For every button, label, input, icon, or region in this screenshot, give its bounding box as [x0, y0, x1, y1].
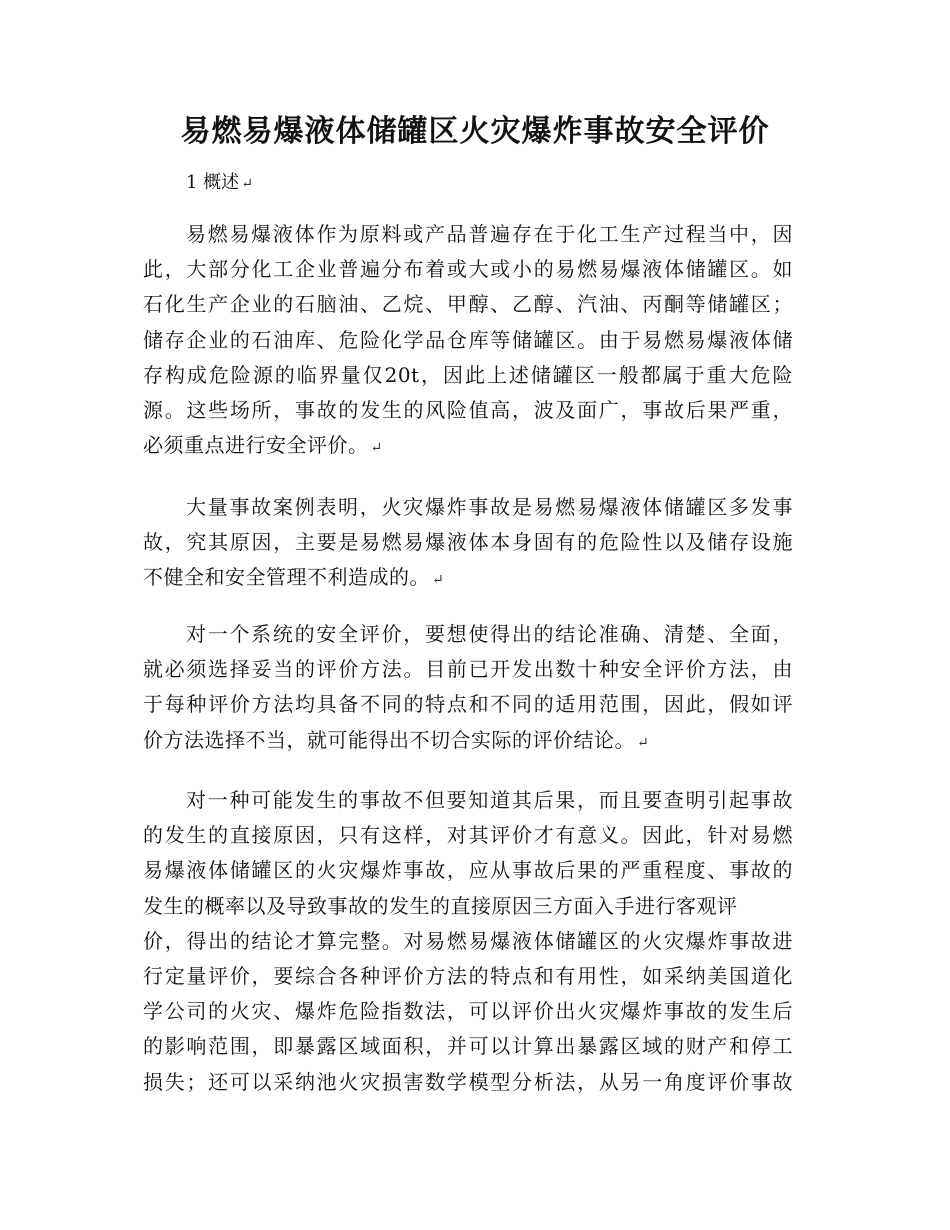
paragraph-line: 储存企业的石油库、危险化学品仓库等储罐区。由于易燃易爆液体储 — [143, 327, 793, 352]
paragraph-3 — [143, 617, 793, 758]
paragraph-line: 易燃易爆液体作为原料或产品普遍存在于化工生产过程当中，因 — [186, 222, 793, 246]
paragraph-line-text: 价方法选择不当，就可能得出不切合实际的评价结论。 — [143, 727, 635, 752]
paragraph-line: 此，大部分化工企业普遍分布着或大或小的易燃易爆液体储罐区。如 — [143, 257, 793, 282]
section-heading-text: 1 概述 — [186, 172, 240, 193]
paragraph-last-line — [143, 723, 793, 758]
paragraph-last-line — [143, 560, 793, 595]
paragraph-line: 源。这些场所，事故的发生的风险值高，波及面广，事故后果严重， — [143, 397, 793, 422]
paragraph-line: 学公司的火灾、爆炸危险指数法，可以评价出火灾爆炸事故的发生后 — [143, 999, 793, 1024]
section-heading — [186, 170, 253, 197]
paragraph-line: 易爆液体储罐区的火灾爆炸事故，应从事故后果的严重程度、事故的 — [143, 858, 793, 883]
paragraph-line: 的影响范围，即暴露区域面积，并可以计算出暴露区域的财产和停工 — [143, 1034, 793, 1059]
paragraph-line: 行定量评价，要综合各种评价方法的特点和有用性，如采纳美国道化 — [143, 963, 793, 988]
paragraph-line: 对一种可能发生的事故不但要知道其后果，而且要查明引起事故 — [186, 788, 793, 812]
paragraph-line: 故，究其原因，主要是易燃易爆液体本身固有的危险性以及储存设施 — [143, 530, 793, 555]
document-title: 易燃易爆液体储罐区火灾爆炸事故安全评价 — [180, 114, 770, 149]
paragraph-mark-icon: ↵ — [432, 572, 444, 589]
paragraph-1 — [143, 217, 793, 463]
paragraph-line: 损失；还可以采纳池火灾损害数学模型分析法，从另一角度评价事故 — [143, 1069, 793, 1094]
paragraph-line: 于每种评价方法均具备不同的特点和不同的适用范围，因此，假如评 — [143, 692, 793, 717]
paragraph-line: 石化生产企业的石脑油、乙烷、甲醇、乙醇、汽油、丙酮等储罐区； — [143, 292, 793, 317]
paragraph-last-line — [143, 428, 793, 463]
paragraph-line: 的发生的直接原因，只有这样，对其评价才有意义。因此，针对易燃 — [143, 823, 793, 848]
paragraph-mark-icon: ↵ — [370, 440, 383, 457]
paragraph-line: 大量事故案例表明，火灾爆炸事故是易燃易爆液体储罐区多发事 — [186, 495, 793, 519]
paragraph-line-text: 不健全和安全管理不利造成的。 — [143, 565, 430, 590]
paragraph-line-text: 必须重点进行安全评价。 — [143, 433, 369, 458]
paragraph-line: 存构成危险源的临界量仅20t，因此上述储罐区一般都属于重大危险 — [143, 362, 793, 387]
paragraph-4 — [143, 783, 793, 1100]
paragraph-mark-icon: ↵ — [637, 734, 649, 751]
paragraph-2 — [143, 490, 793, 596]
paragraph-line: 对一个系统的安全评价，要想使得出的结论准确、清楚、全面， — [186, 622, 793, 646]
paragraph-line: 发生的概率以及导致事故的发生的直接原因三方面入手进行客观评 — [143, 893, 738, 918]
paragraph-mark-icon: ↵ — [241, 176, 253, 192]
paragraph-line: 价，得出的结论才算完整。对易燃易爆液体储罐区的火灾爆炸事故进 — [143, 928, 793, 953]
paragraph-line: 就必须选择妥当的评价方法。目前已开发出数十种安全评价方法，由 — [143, 657, 793, 682]
